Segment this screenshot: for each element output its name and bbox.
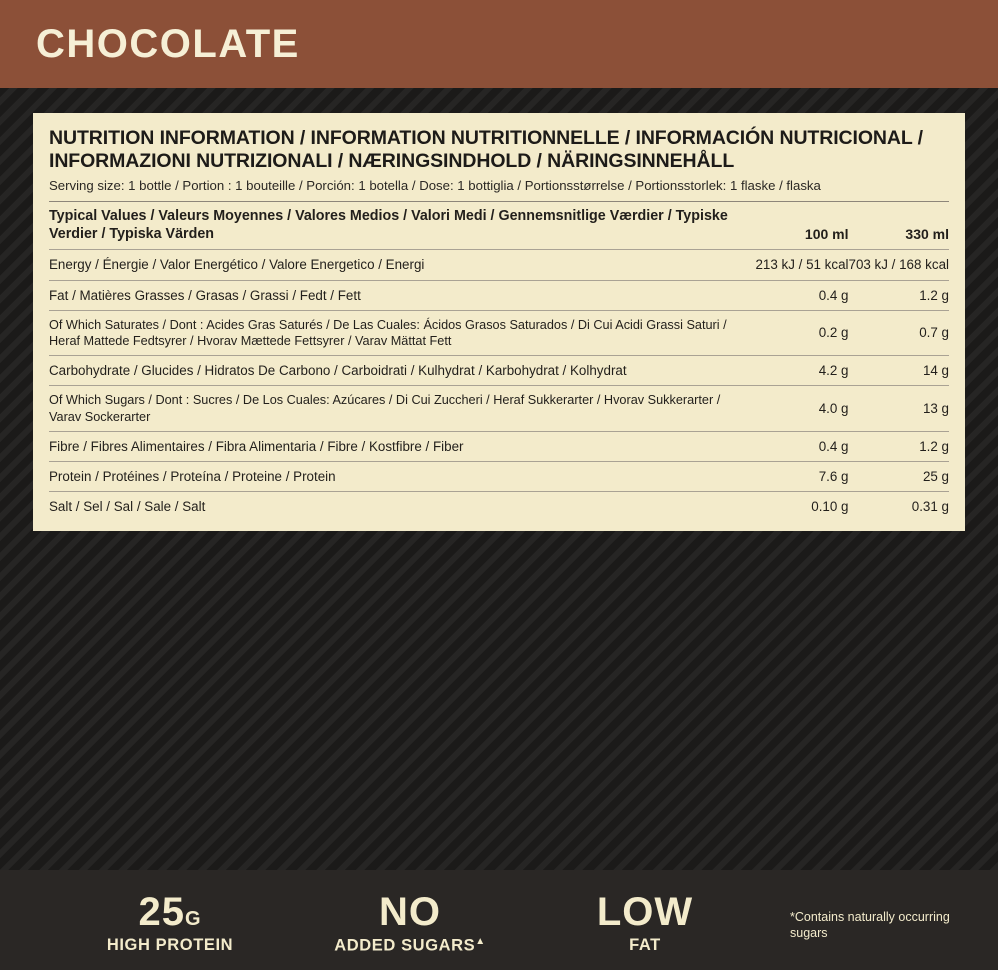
- serving-size-text: Serving size: 1 bottle / Portion : 1 bouteille / Porción: 1 botella / Dose: 1 bottiglia / Portionsstørrelse / Portionsstorlek: 1 flaske / flaska: [49, 178, 949, 202]
- row-value-330ml: 14 g: [849, 356, 950, 386]
- row-value-330ml: 1.2 g: [849, 431, 950, 461]
- claim-low-fat: [545, 892, 745, 955]
- row-value-330ml: 1.2 g: [849, 280, 950, 310]
- row-value-100ml: 0.4 g: [755, 280, 848, 310]
- row-value-100ml: 4.2 g: [755, 356, 848, 386]
- row-value-100ml: 7.6 g: [755, 462, 848, 492]
- row-label: Protein / Protéines / Proteína / Proteine / Protein: [49, 462, 755, 492]
- table-row: [49, 386, 949, 432]
- table-row: [49, 356, 949, 386]
- row-label: Of Which Saturates / Dont : Acides Gras Saturés / De Las Cuales: Ácidos Grasos Saturados / Di Cui Acidi Grassi Saturi / Heraf Mattede Fedtsyrer / Hvorav Mættede Fettsyrer / Varav Mättat Fett: [49, 310, 755, 356]
- row-label: Fibre / Fibres Alimentaires / Fibra Alimentaria / Fibre / Kostfibre / Fiber: [49, 431, 755, 461]
- table-header-row: [49, 202, 949, 250]
- claim-label: HIGH PROTEIN: [106, 936, 234, 954]
- claim-superscript-marker: ▲: [475, 936, 486, 947]
- row-value-330ml: 25 g: [849, 462, 950, 492]
- row-value-100ml: 0.10 g: [811, 499, 849, 515]
- row-label: Carbohydrate / Glucides / Hidratos De Carbono / Carboidrati / Kulhydrat / Karbohydrat / Kolhydrat: [49, 356, 755, 386]
- claim-value: LOW: [596, 890, 694, 934]
- column-header-330ml: 330 ml: [849, 202, 950, 250]
- row-value-330ml: 703 kJ / 168 kcal: [849, 250, 950, 280]
- claim-unit: G: [184, 908, 202, 930]
- row-label: Energy / Énergie / Valor Energético / Valore Energetico / Energi: [49, 250, 755, 280]
- nutrition-table: [49, 202, 949, 521]
- table-row: [49, 462, 949, 492]
- footnote-text: *Contains naturally occurring sugars: [790, 910, 950, 940]
- claim-value: 25G: [138, 890, 202, 934]
- claim-label: FAT: [629, 936, 661, 954]
- row-value-330ml: 0.7 g: [849, 310, 950, 356]
- row-label: Salt / Sel / Sal / Sale / Salt: [49, 499, 206, 515]
- row-value-100ml: 0.4 g: [755, 431, 848, 461]
- table-row: [49, 310, 949, 356]
- typical-values-label: Typical Values / Valeurs Moyennes / Valores Medios / Valori Medi / Gennemsnitlige Værdier / Typiske Verdier / Typiska Värden: [49, 202, 755, 250]
- claim-high-protein: [60, 892, 280, 955]
- row-value-100ml: 213 kJ / 51 kcal: [755, 250, 848, 280]
- nutrition-heading: NUTRITION INFORMATION / INFORMATION NUTRITIONNELLE / INFORMACIÓN NUTRICIONAL / INFORMAZIONI NUTRIZIONALI / NÆRINGSINDHOLD / NÄRINGSINNEHÅLL: [49, 127, 923, 172]
- nutrition-panel: [33, 113, 965, 531]
- table-row: [49, 280, 949, 310]
- row-label: Of Which Sugars / Dont : Sucres / De Los Cuales: Azúcares / Di Cui Zuccheri / Heraf Sukkerarter / Hvorav Sukkerarter / Varav Sockerarter: [49, 386, 755, 432]
- row-value-100ml: 4.0 g: [755, 386, 848, 432]
- row-value-330ml: 13 g: [849, 386, 950, 432]
- row-label: Fat / Matières Grasses / Grasas / Grassi / Fedt / Fett: [49, 280, 755, 310]
- claim-label: ADDED SUGARS▲: [334, 936, 486, 955]
- flavour-title: CHOCOLATE: [36, 22, 300, 66]
- row-value-100ml: 0.2 g: [755, 310, 848, 356]
- claims-strip: [0, 870, 998, 970]
- table-row: [49, 431, 949, 461]
- flavour-band: [0, 0, 998, 88]
- row-value-330ml: 0.31 g: [911, 499, 949, 515]
- claim-value: NO: [379, 890, 441, 934]
- table-row: [49, 250, 949, 280]
- table-row: [49, 492, 949, 522]
- column-header-100ml: 100 ml: [755, 202, 848, 250]
- claim-no-added-sugars: [300, 892, 520, 956]
